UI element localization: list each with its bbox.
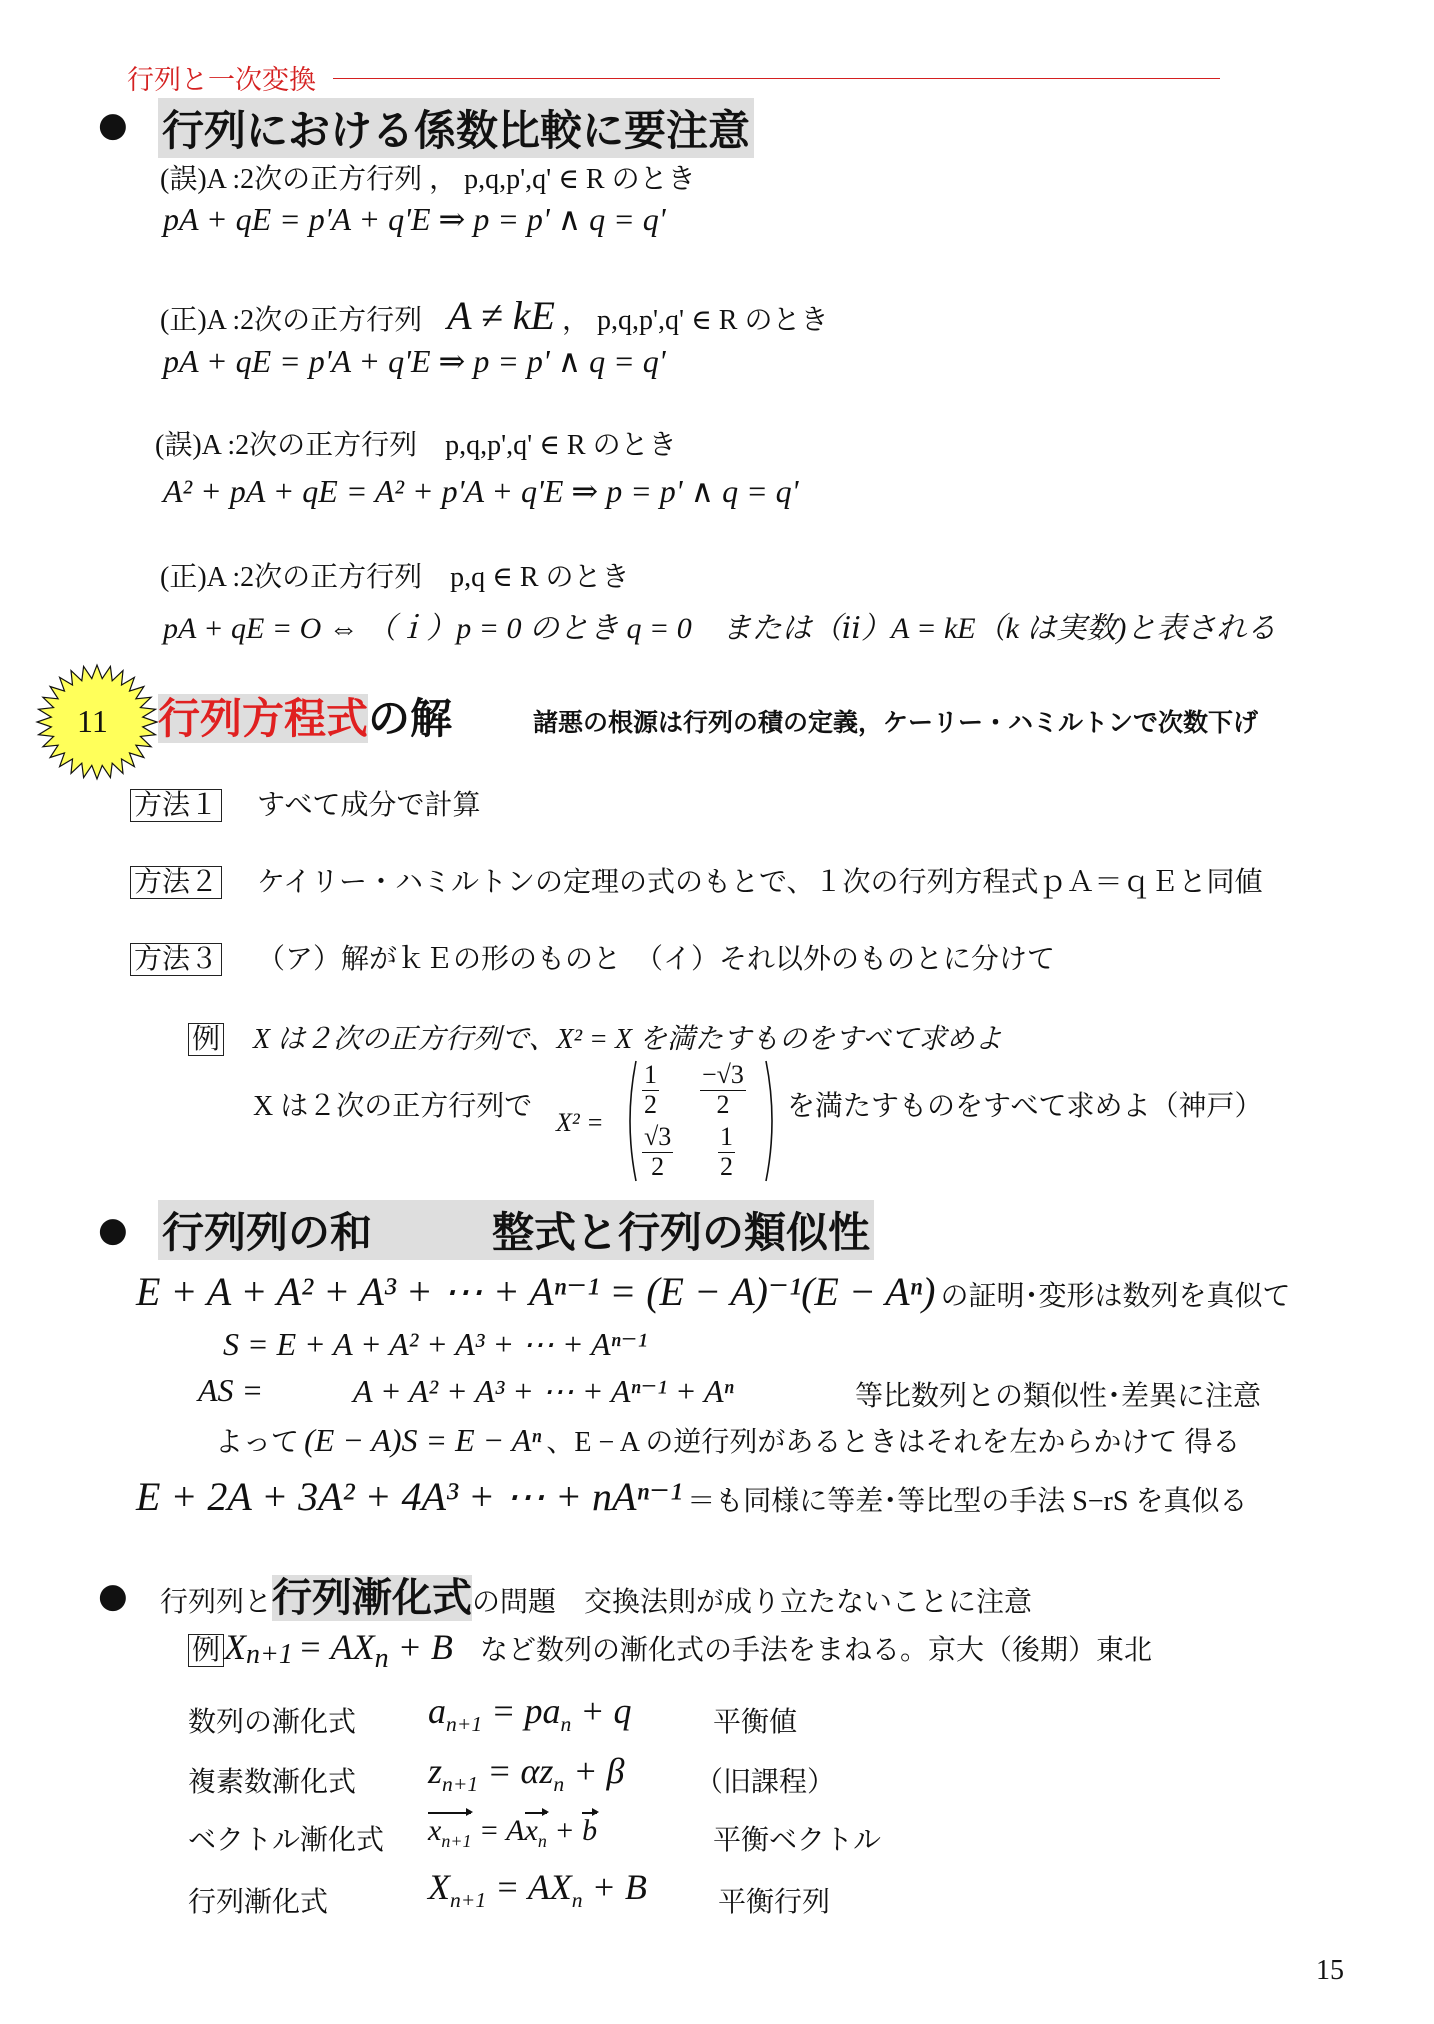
recurrence-row-label: 数列の漸化式 xyxy=(188,1707,357,1738)
matrix-b: $\frac{-√3}{2}$ xyxy=(702,1060,744,1119)
recurrence-row-label: ベクトル漸化式 xyxy=(188,1825,385,1856)
case3-equation: A² + pA + qE = A² + p'A + q'E ⇒ p = p' ∧ q = q' xyxy=(163,473,799,509)
recurrence-row-label: 行列漸化式 xyxy=(188,1887,329,1918)
complex-recurrence: $z_{n+1} = \alpha z_n + \beta$ xyxy=(428,1751,625,1797)
case3-condition: (誤)A :2次の正方行列 p,q,p',q' ∈ R のとき xyxy=(155,430,677,461)
series-formula: E + A + A² + A³ + ⋯ + Aⁿ⁻¹ = (E − A)⁻¹(E − Aⁿ) の証明･変形は数列を真似て xyxy=(136,1269,1291,1314)
recurrence-example: 例 $X_{n+1} = AX_n + B$ など数列の漸化式の手法をまねる。京大（後期）東北 xyxy=(188,1626,1152,1675)
recurrence-row-note: 平衡ベクトル xyxy=(713,1825,882,1856)
case4-equation: pA + qE = O ⇔ （ｉ）p = 0 のとき q = 0 または（ⅱ）A = kE（k は実数)と表される xyxy=(163,612,1277,645)
matrix-recurrence: $X_{n+1} = AX_n + B$ xyxy=(428,1867,647,1913)
example-2-suffix: を満たすものをすべて求めよ（神戸） xyxy=(787,1091,1263,1122)
bullet-icon: ● xyxy=(98,105,128,145)
example-2-prefix: X は２次の正方行列で xyxy=(253,1091,533,1122)
section-note: 諸悪の根源は行列の積の定義，ケーリー・ハミルトンで次数下げ xyxy=(533,708,1259,737)
bullet-icon: ● xyxy=(98,1576,128,1616)
matrix-a: $\frac{1}{2}$ xyxy=(644,1060,657,1119)
sum-AS-rhs: A + A² + A³ + ⋯ + Aⁿ⁻¹ + Aⁿ xyxy=(353,1373,734,1409)
recurrence-row-note: 平衡値 xyxy=(713,1707,798,1738)
example-1: 例 X は２次の正方行列で、X² = X を満たすものをすべて求めよ xyxy=(188,1017,1003,1057)
bullet-icon: ● xyxy=(98,1210,128,1250)
case4-condition: (正)A :2次の正方行列 p,q ∈ R のとき xyxy=(160,562,630,593)
recurrence-row-note: 平衡行列 xyxy=(718,1887,831,1918)
section-heading-coefficient: 行列における係数比較に要注意 xyxy=(158,98,754,158)
sequence-recurrence: $a_{n+1} = pa_n + q$ xyxy=(428,1691,632,1737)
chapter-header: 行列と一次変換 xyxy=(127,65,316,96)
sum-S: S = E + A + A² + A³ + ⋯ + Aⁿ⁻¹ xyxy=(223,1326,648,1362)
recurrence-row-note: （旧課程） xyxy=(695,1767,836,1798)
section-title-matrix-equation: 行列方程式の解 xyxy=(158,694,453,743)
recurrence-row-label: 複素数漸化式 xyxy=(188,1767,357,1798)
section-heading-matrix-series: 行列列の和 整式と行列の類似性 xyxy=(158,1200,874,1260)
example-2-lhs: X² = xyxy=(556,1108,604,1137)
case1-condition: (誤)A :2次の正方行列 ， p,q,p',q' ∈ R のとき xyxy=(160,164,696,195)
header-rule xyxy=(333,78,1220,79)
section-badge-number: 11 xyxy=(77,703,108,739)
method-1: 方法１ すべて成分で計算 xyxy=(130,783,480,823)
method-3: 方法３ （ア）解がｋＥの形のものと （イ）それ以外のものとに分けて xyxy=(130,937,1055,977)
matrix-d: $\frac{1}{2}$ xyxy=(720,1122,733,1181)
page-number: 15 xyxy=(1316,1955,1344,1986)
case2-condition: (正)A :2次の正方行列 A ≠ kE ， p,q,p',q' ∈ R のとき xyxy=(160,293,829,338)
sum-AS-lhs: AS = xyxy=(198,1372,264,1408)
case2-equation: pA + qE = p'A + q'E ⇒ p = p' ∧ q = q' xyxy=(163,343,666,379)
matrix-c: $\frac{√3}{2}$ xyxy=(644,1122,672,1181)
section-heading-recurrence: 行列列と行列漸化式の問題 交換法則が成り立たないことに注意 xyxy=(160,1575,1033,1621)
matrix-2x2 xyxy=(622,1057,780,1185)
sum-AS-note: 等比数列との類似性･差異に注意 xyxy=(855,1381,1262,1412)
derivation-line: よって (E − A)S = E − Aⁿ 、E − A の逆行列があるときはそれを左からかけて 得る xyxy=(215,1422,1241,1458)
arith-geo-formula: E + 2A + 3A² + 4A³ + ⋯ + nAⁿ⁻¹ ＝も同様に等差･等比型の手法 S−rS を真似る xyxy=(136,1474,1248,1519)
method-2: 方法２ ケイリー・ハミルトンの定理の式のもとで、１次の行列方程式ｐＡ＝ｑＥと同値 xyxy=(130,860,1263,900)
case1-equation: pA + qE = p'A + q'E ⇒ p = p' ∧ q = q' xyxy=(163,201,666,237)
vector-recurrence: $x_{n+1} = Ax_n + b$ xyxy=(428,1814,598,1851)
